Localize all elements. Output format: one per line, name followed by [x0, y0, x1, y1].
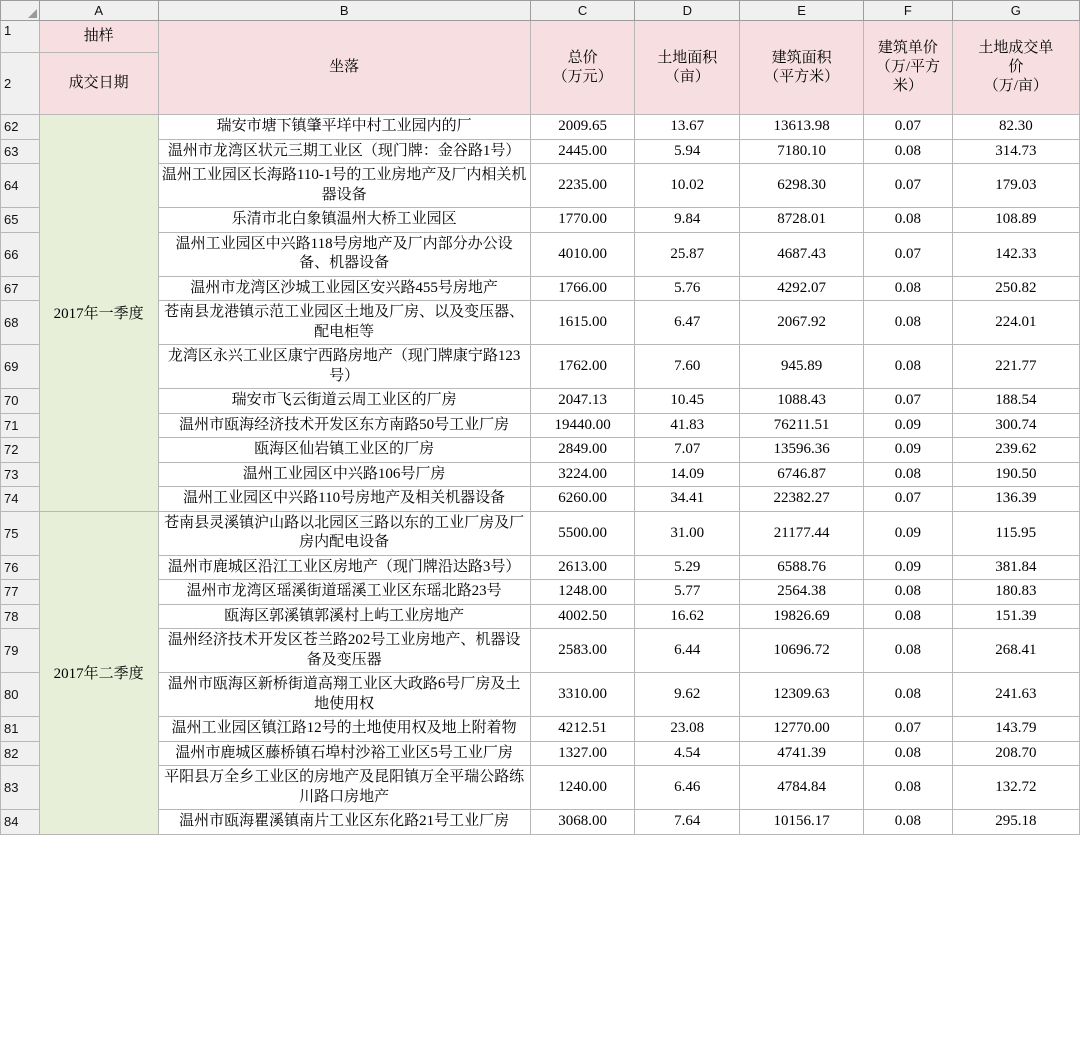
cell-e[interactable]: 21177.44: [740, 511, 864, 555]
cell-location[interactable]: 温州市龙湾区瑶溪街道瑶溪工业区东瑶北路23号: [158, 580, 530, 605]
row-number[interactable]: 83: [1, 766, 40, 810]
column-header-f[interactable]: F: [864, 1, 952, 21]
cell-d[interactable]: 9.84: [635, 208, 740, 233]
column-header-d[interactable]: D: [635, 1, 740, 21]
table-row: [1, 438, 1080, 463]
header-building-area: [740, 21, 864, 115]
table-row: [1, 741, 1080, 766]
cell-g[interactable]: 108.89: [952, 208, 1079, 233]
cell-f[interactable]: 0.08: [864, 604, 952, 629]
cell-c[interactable]: 1770.00: [530, 208, 635, 233]
row-number[interactable]: 71: [1, 413, 40, 438]
cell-c[interactable]: 2009.65: [530, 115, 635, 140]
header-sampling-label: 抽样: [39, 21, 158, 53]
table-row: [1, 604, 1080, 629]
table-row: [1, 164, 1080, 208]
cell-c[interactable]: 2235.00: [530, 164, 635, 208]
cell-d[interactable]: 6.46: [635, 766, 740, 810]
cell-location[interactable]: 温州市龙湾区状元三期工业区（现门牌：金谷路1号）: [158, 139, 530, 164]
cell-e[interactable]: 6588.76: [740, 555, 864, 580]
table-row: [1, 413, 1080, 438]
cell-c[interactable]: 1248.00: [530, 580, 635, 605]
cell-e[interactable]: 945.89: [740, 345, 864, 389]
column-header-g[interactable]: G: [952, 1, 1079, 21]
cell-f[interactable]: 0.08: [864, 208, 952, 233]
cell-f[interactable]: 0.08: [864, 741, 952, 766]
row-number[interactable]: 80: [1, 673, 40, 717]
cell-d[interactable]: 7.64: [635, 810, 740, 835]
cell-g[interactable]: 188.54: [952, 389, 1079, 414]
row-number[interactable]: 77: [1, 580, 40, 605]
cell-d[interactable]: 5.77: [635, 580, 740, 605]
table-row: [1, 301, 1080, 345]
cell-e[interactable]: 76211.51: [740, 413, 864, 438]
cell-g[interactable]: 268.41: [952, 629, 1079, 673]
table-row: [1, 139, 1080, 164]
row-number[interactable]: 62: [1, 115, 40, 140]
cell-e[interactable]: 8728.01: [740, 208, 864, 233]
row-number[interactable]: 84: [1, 810, 40, 835]
table-row: [1, 629, 1080, 673]
cell-location[interactable]: 温州工业园区中兴路118号房地产及厂内部分办公设备、机器设备: [158, 232, 530, 276]
cell-e[interactable]: 4687.43: [740, 232, 864, 276]
header-land-area-line1: 土地面积: [657, 49, 718, 66]
cell-g[interactable]: 295.18: [952, 810, 1079, 835]
cell-location[interactable]: 龙湾区永兴工业区康宁西路房地产（现门牌康宁路123号）: [158, 345, 530, 389]
cell-c[interactable]: 2445.00: [530, 139, 635, 164]
cell-e[interactable]: 6298.30: [740, 164, 864, 208]
cell-d[interactable]: 7.07: [635, 438, 740, 463]
cell-g[interactable]: 221.77: [952, 345, 1079, 389]
column-header-e[interactable]: E: [740, 1, 864, 21]
cell-e[interactable]: 4784.84: [740, 766, 864, 810]
cell-g[interactable]: 115.95: [952, 511, 1079, 555]
cell-f[interactable]: 0.08: [864, 766, 952, 810]
row-number[interactable]: 75: [1, 511, 40, 555]
header-building-unit-price-line1: 建筑单价: [877, 40, 938, 57]
select-all-corner[interactable]: [1, 1, 40, 21]
header-building-area-line2: （平方米）: [764, 68, 840, 85]
table-row: [1, 511, 1080, 555]
cell-f[interactable]: 0.09: [864, 438, 952, 463]
column-header-c[interactable]: C: [530, 1, 635, 21]
header-land-area: [635, 21, 740, 115]
cell-f[interactable]: 0.07: [864, 389, 952, 414]
row-number[interactable]: 74: [1, 487, 40, 512]
cell-d[interactable]: 41.83: [635, 413, 740, 438]
column-header-b[interactable]: B: [158, 1, 530, 21]
cell-d[interactable]: 13.67: [635, 115, 740, 140]
cell-e[interactable]: 7180.10: [740, 139, 864, 164]
row-number[interactable]: 82: [1, 741, 40, 766]
cell-c[interactable]: 5500.00: [530, 511, 635, 555]
row-number[interactable]: 73: [1, 462, 40, 487]
corner-triangle-icon: [28, 9, 37, 18]
cell-location[interactable]: 温州工业园区中兴路110号房地产及相关机器设备: [158, 487, 530, 512]
cell-d[interactable]: 10.02: [635, 164, 740, 208]
table-row: [1, 462, 1080, 487]
cell-g[interactable]: 241.63: [952, 673, 1079, 717]
cell-g[interactable]: 224.01: [952, 301, 1079, 345]
table-row: [1, 766, 1080, 810]
header-row-1: [1, 21, 1080, 53]
cell-e[interactable]: 13596.36: [740, 438, 864, 463]
cell-e[interactable]: 6746.87: [740, 462, 864, 487]
table-row: [1, 717, 1080, 742]
cell-d[interactable]: 9.62: [635, 673, 740, 717]
row-number[interactable]: 76: [1, 555, 40, 580]
cell-location[interactable]: 平阳县万全乡工业区的房地产及昆阳镇万全平瑞公路练川路口房地产: [158, 766, 530, 810]
cell-f[interactable]: 0.09: [864, 413, 952, 438]
cell-f[interactable]: 0.08: [864, 810, 952, 835]
cell-location[interactable]: 温州市瓯海经济技术开发区东方南路50号工业厂房: [158, 413, 530, 438]
table-row: [1, 673, 1080, 717]
cell-g[interactable]: 239.62: [952, 438, 1079, 463]
header-building-area-line1: 建筑面积: [771, 49, 832, 66]
table-row: [1, 345, 1080, 389]
cell-location[interactable]: 温州市鹿城区沿江工业区房地产（现门牌沿达路3号）: [158, 555, 530, 580]
cell-e[interactable]: 4292.07: [740, 276, 864, 301]
cell-c[interactable]: 1327.00: [530, 741, 635, 766]
cell-c[interactable]: 1762.00: [530, 345, 635, 389]
cell-c[interactable]: 3310.00: [530, 673, 635, 717]
cell-e[interactable]: 12309.63: [740, 673, 864, 717]
cell-g[interactable]: 142.33: [952, 232, 1079, 276]
cell-location[interactable]: 苍南县灵溪镇沪山路以北园区三路以东的工业厂房及厂房内配电设备: [158, 511, 530, 555]
cell-e[interactable]: 2067.92: [740, 301, 864, 345]
row-number[interactable]: 69: [1, 345, 40, 389]
quarter-group-label: 2017年一季度: [39, 115, 158, 512]
row-number[interactable]: 79: [1, 629, 40, 673]
cell-location[interactable]: 瑞安市塘下镇肇平垟中村工业园内的厂: [158, 115, 530, 140]
header-land-unit-price-line1: 土地成交单: [978, 40, 1054, 57]
cell-g[interactable]: 136.39: [952, 487, 1079, 512]
cell-location[interactable]: 苍南县龙港镇示范工业园区土地及厂房、以及变压器、配电柜等: [158, 301, 530, 345]
cell-d[interactable]: 4.54: [635, 741, 740, 766]
table-row: [1, 276, 1080, 301]
cell-d[interactable]: 6.47: [635, 301, 740, 345]
table-row: [1, 208, 1080, 233]
cell-f[interactable]: 0.07: [864, 164, 952, 208]
cell-c[interactable]: 3224.00: [530, 462, 635, 487]
cell-g[interactable]: 300.74: [952, 413, 1079, 438]
cell-e[interactable]: 4741.39: [740, 741, 864, 766]
cell-f[interactable]: 0.08: [864, 629, 952, 673]
cell-d[interactable]: 34.41: [635, 487, 740, 512]
cell-location[interactable]: 温州市鹿城区藤桥镇石埠村沙裕工业区5号工业厂房: [158, 741, 530, 766]
header-building-unit-price-line2: （万/平方: [875, 59, 940, 76]
cell-f[interactable]: 0.09: [864, 555, 952, 580]
cell-c[interactable]: 2613.00: [530, 555, 635, 580]
cell-e[interactable]: 2564.38: [740, 580, 864, 605]
cell-g[interactable]: 132.72: [952, 766, 1079, 810]
row-number[interactable]: 68: [1, 301, 40, 345]
row-number[interactable]: 67: [1, 276, 40, 301]
cell-d[interactable]: 16.62: [635, 604, 740, 629]
row-number[interactable]: 65: [1, 208, 40, 233]
header-deal-date: 成交日期: [39, 53, 158, 115]
cell-location[interactable]: 乐清市北白象镇温州大桥工业园区: [158, 208, 530, 233]
table-row: [1, 580, 1080, 605]
cell-location[interactable]: 温州工业园区镇江路12号的土地使用权及地上附着物: [158, 717, 530, 742]
table-row: [1, 389, 1080, 414]
row-number[interactable]: 66: [1, 232, 40, 276]
cell-g[interactable]: 180.83: [952, 580, 1079, 605]
row-number[interactable]: 81: [1, 717, 40, 742]
table-row: [1, 555, 1080, 580]
cell-c[interactable]: 3068.00: [530, 810, 635, 835]
cell-location[interactable]: 温州市龙湾区沙城工业园区安兴路455号房地产: [158, 276, 530, 301]
cell-d[interactable]: 23.08: [635, 717, 740, 742]
cell-f[interactable]: 0.08: [864, 276, 952, 301]
cell-f[interactable]: 0.07: [864, 115, 952, 140]
cell-g[interactable]: 190.50: [952, 462, 1079, 487]
cell-f[interactable]: 0.07: [864, 487, 952, 512]
quarter-group-label: 2017年二季度: [39, 511, 158, 834]
row-number[interactable]: 72: [1, 438, 40, 463]
cell-d[interactable]: 5.94: [635, 139, 740, 164]
cell-g[interactable]: 314.73: [952, 139, 1079, 164]
cell-f[interactable]: 0.08: [864, 580, 952, 605]
row-number[interactable]: 63: [1, 139, 40, 164]
cell-location[interactable]: 瓯海区仙岩镇工业区的厂房: [158, 438, 530, 463]
cell-f[interactable]: 0.08: [864, 462, 952, 487]
row-number[interactable]: 70: [1, 389, 40, 414]
cell-location[interactable]: 温州工业园区长海路110-1号的工业房地产及厂内相关机器设备: [158, 164, 530, 208]
cell-e[interactable]: 12770.00: [740, 717, 864, 742]
row-number[interactable]: 78: [1, 604, 40, 629]
cell-f[interactable]: 0.08: [864, 673, 952, 717]
cell-location[interactable]: 瑞安市飞云街道云周工业区的厂房: [158, 389, 530, 414]
cell-f[interactable]: 0.08: [864, 139, 952, 164]
cell-c[interactable]: 4010.00: [530, 232, 635, 276]
cell-g[interactable]: 82.30: [952, 115, 1079, 140]
cell-g[interactable]: 179.03: [952, 164, 1079, 208]
cell-d[interactable]: 5.29: [635, 555, 740, 580]
cell-location[interactable]: 温州市瓯海区新桥街道高翔工业区大政路6号厂房及土地使用权: [158, 673, 530, 717]
column-header-a[interactable]: A: [39, 1, 158, 21]
cell-c[interactable]: 2849.00: [530, 438, 635, 463]
cell-d[interactable]: 10.45: [635, 389, 740, 414]
header-total-price-line2: （万元）: [552, 68, 613, 85]
cell-d[interactable]: 31.00: [635, 511, 740, 555]
cell-location[interactable]: 温州经济技术开发区苍兰路202号工业房地产、机器设备及变压器: [158, 629, 530, 673]
cell-d[interactable]: 7.60: [635, 345, 740, 389]
table-row: [1, 115, 1080, 140]
cell-g[interactable]: 143.79: [952, 717, 1079, 742]
row-number[interactable]: 64: [1, 164, 40, 208]
cell-e[interactable]: 19826.69: [740, 604, 864, 629]
cell-d[interactable]: 25.87: [635, 232, 740, 276]
cell-g[interactable]: 381.84: [952, 555, 1079, 580]
cell-g[interactable]: 151.39: [952, 604, 1079, 629]
cell-g[interactable]: 250.82: [952, 276, 1079, 301]
cell-d[interactable]: 5.76: [635, 276, 740, 301]
header-land-unit-price: [952, 21, 1079, 115]
row-number-1[interactable]: 1: [1, 21, 40, 53]
header-building-unit-price: [864, 21, 952, 115]
cell-f[interactable]: 0.08: [864, 301, 952, 345]
cell-c[interactable]: 1766.00: [530, 276, 635, 301]
header-total-price: [530, 21, 635, 115]
cell-location[interactable]: 温州市瓯海瞿溪镇南片工业区东化路21号工业厂房: [158, 810, 530, 835]
cell-g[interactable]: 208.70: [952, 741, 1079, 766]
cell-c[interactable]: 2583.00: [530, 629, 635, 673]
table-row: [1, 487, 1080, 512]
cell-f[interactable]: 0.07: [864, 717, 952, 742]
cell-location[interactable]: 瓯海区郭溪镇郭溪村上屿工业房地产: [158, 604, 530, 629]
cell-d[interactable]: 14.09: [635, 462, 740, 487]
cell-e[interactable]: 13613.98: [740, 115, 864, 140]
cell-f[interactable]: 0.07: [864, 232, 952, 276]
cell-d[interactable]: 6.44: [635, 629, 740, 673]
cell-location[interactable]: 温州工业园区中兴路106号厂房: [158, 462, 530, 487]
table-row: [1, 232, 1080, 276]
cell-c[interactable]: 2047.13: [530, 389, 635, 414]
cell-c[interactable]: 1240.00: [530, 766, 635, 810]
header-land-unit-price-line3: （万/亩）: [983, 77, 1048, 94]
column-header-row: [1, 1, 1080, 21]
cell-e[interactable]: 10156.17: [740, 810, 864, 835]
cell-e[interactable]: 22382.27: [740, 487, 864, 512]
header-building-unit-price-line3: 米）: [892, 77, 923, 94]
cell-c[interactable]: 1615.00: [530, 301, 635, 345]
header-land-area-line2: （亩）: [664, 68, 710, 85]
cell-f[interactable]: 0.08: [864, 345, 952, 389]
cell-c[interactable]: 4212.51: [530, 717, 635, 742]
cell-f[interactable]: 0.09: [864, 511, 952, 555]
cell-e[interactable]: 10696.72: [740, 629, 864, 673]
cell-c[interactable]: 19440.00: [530, 413, 635, 438]
header-land-unit-price-line2: 价: [1008, 59, 1024, 76]
header-location: 坐落: [158, 21, 530, 115]
cell-e[interactable]: 1088.43: [740, 389, 864, 414]
header-total-price-line1: 总价: [567, 49, 598, 66]
cell-c[interactable]: 4002.50: [530, 604, 635, 629]
table-row: [1, 810, 1080, 835]
cell-c[interactable]: 6260.00: [530, 487, 635, 512]
row-number-2[interactable]: 2: [1, 53, 40, 115]
